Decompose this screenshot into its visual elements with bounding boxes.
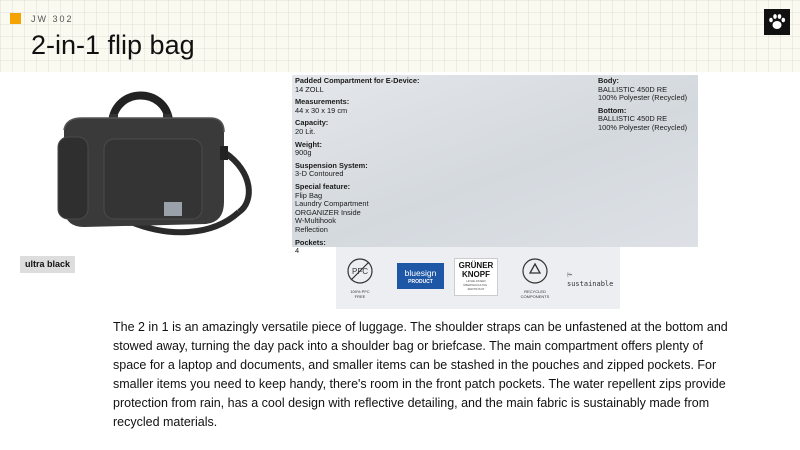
spec-group <box>598 77 698 107</box>
accent-square <box>10 13 21 24</box>
spec-value: Reflection <box>295 224 328 234</box>
gruener-knopf-badge <box>454 258 498 296</box>
sustainable-text: sustainable <box>567 280 614 288</box>
spec-value: W-Multihook <box>295 216 336 226</box>
description-text: The 2 in 1 is an amazingly versatile piece of luggage. The shoulder straps can be unfastened at the bottom and stowed away, turning the day pack into a shoulder bag or briefcase. The main compartment offers plenty of space for a laptop and documents, and smaller items can be stashed in the pouches and zipped pockets. For smaller items you need to keep handy, there's room in the front patch pockets. The water repellent zips provide protection from rain, has a cool design with reflective detailing, and the main fabric is sustainably made from recycled materials. <box>113 320 728 429</box>
gk-line2: KNOPF <box>462 270 490 279</box>
product-image <box>24 82 260 252</box>
spec-value: 20 Lit. <box>295 126 316 136</box>
spec-group <box>598 107 698 137</box>
gk-line1: GRÜNER <box>458 261 494 270</box>
spec-group <box>295 141 555 162</box>
sustainable-label <box>567 271 620 288</box>
bluesign-badge <box>397 263 444 289</box>
spec-label: Weight: <box>295 139 322 149</box>
recycled-badge <box>520 257 550 299</box>
pfc-caption: 100% PFC FREE <box>350 289 370 299</box>
description <box>113 318 733 432</box>
spec-label: Padded Compartment for E-Device: <box>295 76 420 85</box>
spec-value: ORGANIZER Inside <box>295 207 361 217</box>
spec-group <box>295 162 555 183</box>
pfc-free-icon <box>346 257 374 285</box>
spec-group <box>295 119 555 140</box>
product-code: JW 302 <box>31 14 74 24</box>
spec-value: 3-D Contoured <box>295 169 344 179</box>
pfc-label: PFC <box>352 267 368 276</box>
bluesign-product: PRODUCT <box>408 279 433 285</box>
spec-label: Bottom: <box>598 105 627 115</box>
spec-panel <box>292 75 698 256</box>
spec-value: BALLISTIC 450D RE <box>598 84 668 94</box>
header-bar <box>0 0 800 72</box>
spec-label: Special feature: <box>295 181 351 191</box>
tag-icon: ⌲ <box>567 271 573 279</box>
spec-label: Body: <box>598 76 619 85</box>
spec-group <box>295 77 555 98</box>
gk-caption: HOHE FASER ÜBERWACHUNG · ZERTIFIKAT <box>463 279 489 291</box>
spec-label: Capacity: <box>295 118 329 128</box>
spec-value: 44 x 30 x 19 cm <box>295 105 348 115</box>
spec-value: 100% Polyester (Recycled) <box>598 93 688 103</box>
spec-value: BALLISTIC 450D RE <box>598 114 668 124</box>
paw-icon <box>764 9 790 35</box>
spec-value: 100% Polyester (Recycled) <box>598 122 688 132</box>
recycle-icon <box>520 257 550 285</box>
spec-value: Laundry Compartment <box>295 199 369 209</box>
spec-column-right <box>598 77 698 137</box>
spec-value: 900g <box>295 148 312 158</box>
spec-value: 14 ZOLL <box>295 84 324 94</box>
page-title: 2-in-1 flip bag <box>31 30 195 60</box>
spec-value: 4 <box>295 246 300 256</box>
color-label: ultra black <box>20 256 75 273</box>
spec-label: Suspension System: <box>295 160 368 170</box>
spec-label: Pockets: <box>295 237 326 247</box>
spec-value: Flip Bag <box>295 190 323 200</box>
bluesign-name: bluesign <box>404 268 437 278</box>
spec-group <box>295 183 555 239</box>
recycled-caption: RECYCLED COMPONENTS <box>520 289 550 299</box>
certification-strip <box>336 247 620 309</box>
spec-column-left <box>295 77 555 260</box>
spec-group <box>295 98 555 119</box>
spec-label: Measurements: <box>295 97 350 107</box>
pfc-free-badge <box>346 257 374 299</box>
